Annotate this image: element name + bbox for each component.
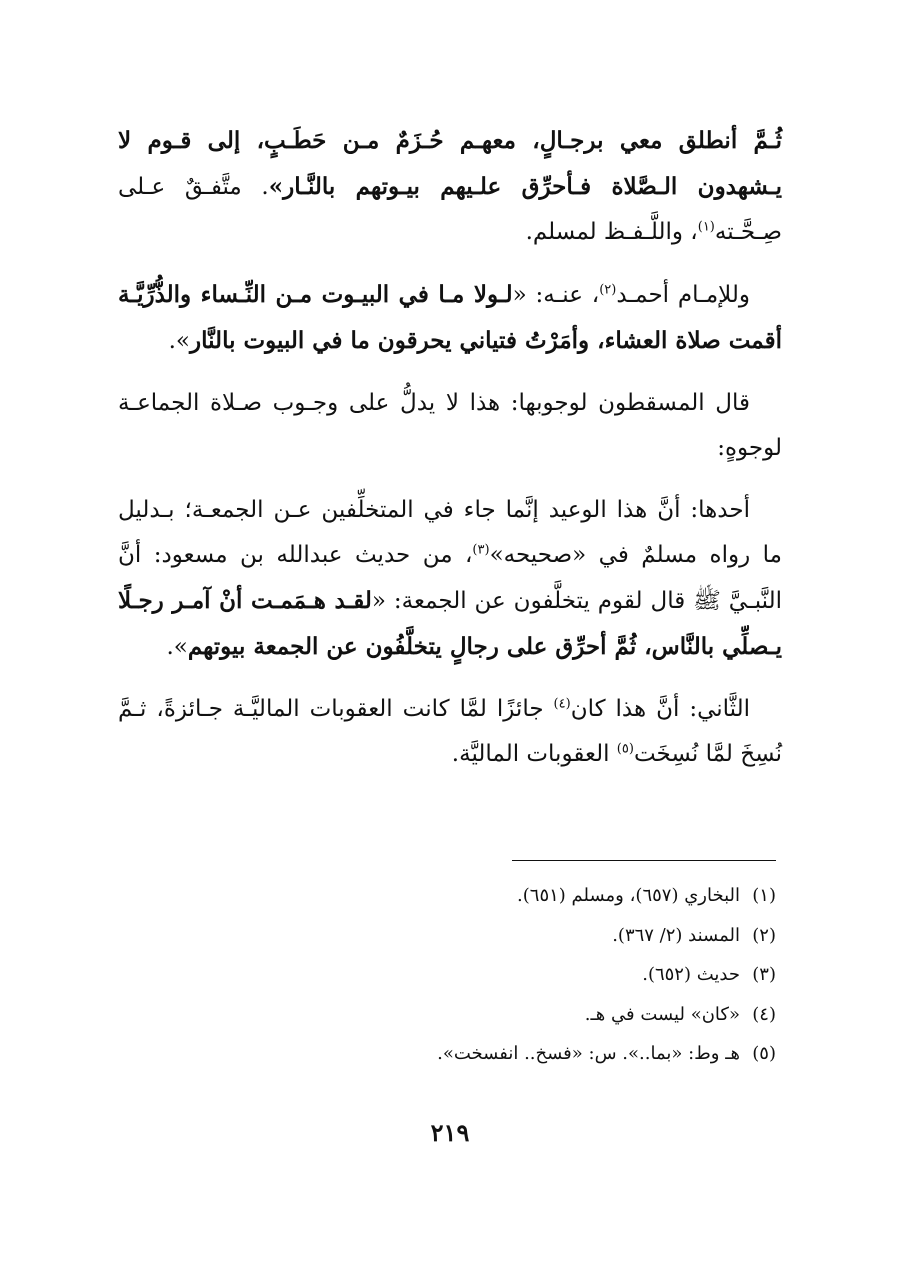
main-text [118,118,782,794]
text-run: الثَّاني: أنَّ هذا كان [570,696,750,722]
text-run: أحدها: أنَّ هذا الوعيد إنَّما جاء في المتخلِّفين عـن الجمعـة؛ بـدليل ما رواه مسلمٌ في «صحيحه» [118,497,782,568]
footnote-marker[interactable]: (٢) [599,282,617,298]
footnote-marker[interactable]: (٥) [616,741,634,757]
paragraph [118,687,782,777]
quoted-hadith-text: لـولا مـا في البيـوت مـن النِّـساء والذُّرِّيَّـة أقمت صلاة العشاء، وأمَرْتُ فتياني يحرقون ما في البيوت بالنَّار [118,281,782,354]
footnote-text: حديث (٦٥٢). [642,964,740,985]
footnotes [176,876,776,1074]
footnote-number: (١) [752,885,776,906]
paragraph [118,272,782,364]
footnote-separator [512,860,776,861]
paragraph [118,118,782,255]
footnote-number: (٤) [752,1003,776,1025]
text-run: ، واللَّـفـظ لمسلم. [525,219,698,245]
text-run: ». [168,328,190,354]
text-run: ». [166,634,188,660]
footnote-item [176,955,776,995]
footnote-number: (٥) [752,1043,776,1064]
footnote-number: (٢) [752,924,776,946]
text-run: العقوبات الماليَّة. [451,741,617,767]
text-run: . متَّفـقٌ عـلى صِـحَّـته [118,174,782,245]
footnote-text: هـ وط: «بما..». س: «فسخ.. انفسخت». [437,1043,740,1064]
footnote-marker[interactable]: (٣) [472,542,490,558]
footnote-marker[interactable]: (٤) [553,696,571,712]
footnote-item [176,995,776,1035]
footnote-item [176,1034,776,1074]
text-run: جائزًا لمَّا كانت العقوبات الماليَّـة جـائزةً، ثـمَّ نُسِخَ لمَّا نُسِخَت [118,696,782,767]
footnote-item [176,876,776,916]
footnote-text: البخاري (٦٥٧)، ومسلم (٦٥١). [517,885,740,906]
paragraph [118,488,782,670]
footnote-text: المسند (٢/ ٣٦٧). [612,924,740,946]
quoted-hadith-text: ثُـمَّ أنطلق معي برجـالٍ، معهـم حُـزَمٌ مـن حَطَـبٍ، إلى قـوم لا يـشهدون الـصَّلاة فـأحرِّق علـيهم بيـوتهم بالنَّـار» [118,127,783,200]
footnote-item [176,916,776,956]
footnote-number: (٣) [752,964,776,985]
footnote-marker[interactable]: (١) [697,219,715,235]
page-number: ٢١٩ [430,1118,470,1147]
footnote-text: «كان» ليست في هـ. [584,1003,740,1025]
text-run: قال المسقطون لوجوبها: هذا لا يدلُّ على وجـوب صـلاة الجماعـة لوجوهٍ: [118,390,782,461]
text-run: وللإمـام أحمـد [616,282,750,308]
paragraph [118,381,782,471]
text-run: ، من حديث عبدالله بن مسعود: أنَّ النَّبـيَّ ﷺ قال لقوم يتخلَّفون عن الجمعة: « [118,542,782,614]
quoted-hadith-text: لقـد هـمَمـت أنْ آمـر رجـلًا يـصلِّي بالنَّاس، ثُمَّ أحرِّق على رجالٍ يتخلَّفُون عن الجمعة بيوتهم [118,587,782,660]
text-run: ، عنـه: « [512,282,600,308]
